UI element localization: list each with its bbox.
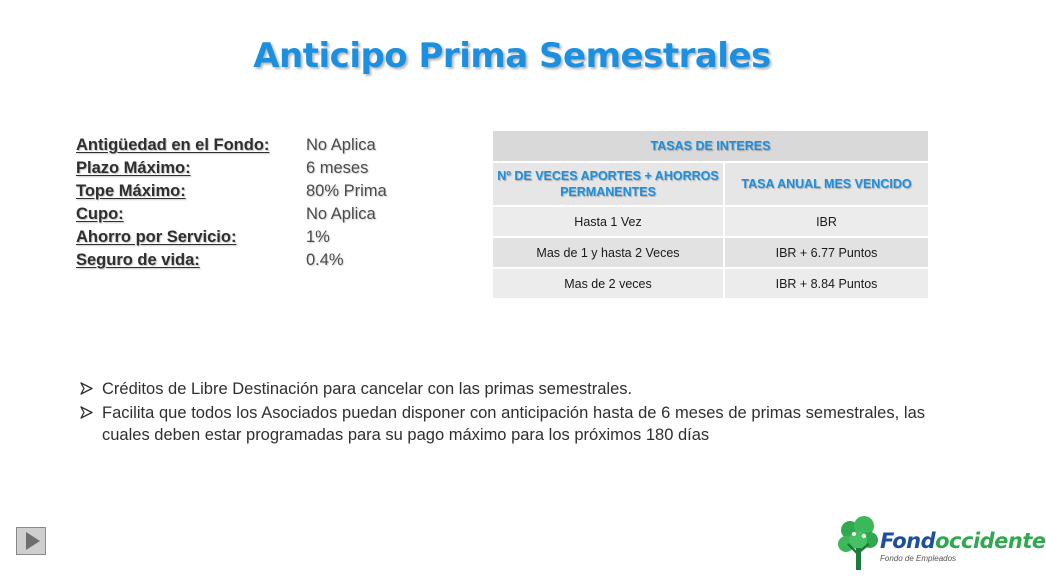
- condition-row: [76, 180, 436, 203]
- rate-cell: IBR + 8.84 Puntos: [724, 268, 929, 299]
- times-cell: Mas de 2 veces: [493, 268, 724, 299]
- condition-label: Antigüedad en el Fondo:: [76, 136, 270, 154]
- condition-label: Tope Máximo:: [76, 182, 186, 200]
- condition-value: No Aplica: [306, 136, 376, 154]
- condition-row: [76, 203, 436, 226]
- condition-label: Cupo:: [76, 205, 124, 223]
- tree-icon: [836, 514, 880, 572]
- bullet-text: Créditos de Libre Destinación para cancelar con las primas semestrales.: [102, 380, 633, 398]
- table-title: TASAS DE INTERES: [493, 131, 929, 162]
- condition-label: Plazo Máximo:: [76, 159, 191, 177]
- arrow-bullet-icon: [80, 402, 102, 446]
- interest-rates-table: [493, 131, 930, 300]
- list-item: [80, 402, 925, 446]
- times-cell: Mas de 1 y hasta 2 Veces: [493, 237, 724, 268]
- logo-name-part1: Fond: [880, 529, 936, 553]
- column-header-times: Nº DE VECES APORTES + AHORROS PERMANENTES: [493, 162, 724, 206]
- logo-name-part2: occidente: [935, 529, 1046, 553]
- bullet-list: [80, 378, 925, 447]
- condition-value: 6 meses: [306, 159, 369, 177]
- list-item: [80, 378, 925, 401]
- rate-cell: IBR: [724, 206, 929, 237]
- column-header-rate: TASA ANUAL MES VENCIDO: [724, 162, 929, 206]
- company-logo: [836, 514, 1046, 572]
- condition-label: Seguro de vida:: [76, 251, 200, 269]
- table-row: [493, 206, 929, 237]
- condition-value: 80% Prima: [306, 182, 387, 200]
- play-icon: [26, 532, 40, 550]
- condition-value: 1%: [306, 228, 330, 246]
- condition-row: [76, 134, 436, 157]
- page-title: Anticipo Prima Semestrales: [253, 36, 771, 76]
- arrow-bullet-icon: [80, 378, 102, 401]
- condition-value: No Aplica: [306, 205, 376, 223]
- times-cell: Hasta 1 Vez: [493, 206, 724, 237]
- logo-tagline: Fondo de Empleados: [880, 554, 957, 563]
- bullet-text: Facilita que todos los Asociados puedan disponer con anticipación hasta de 6 meses de primas semestrales, las cuales deben estar programadas para su pago máximo para los próximos 180 días: [102, 404, 925, 444]
- table-row: [493, 237, 929, 268]
- condition-value: 0.4%: [306, 251, 344, 269]
- next-slide-button[interactable]: [16, 527, 46, 555]
- loan-conditions: [76, 134, 436, 272]
- condition-label: Ahorro por Servicio:: [76, 228, 237, 246]
- condition-row: [76, 157, 436, 180]
- logo-wordmark: [880, 529, 1046, 553]
- condition-row: [76, 249, 436, 272]
- rate-cell: IBR + 6.77 Puntos: [724, 237, 929, 268]
- table-row: [493, 268, 929, 299]
- condition-row: [76, 226, 436, 249]
